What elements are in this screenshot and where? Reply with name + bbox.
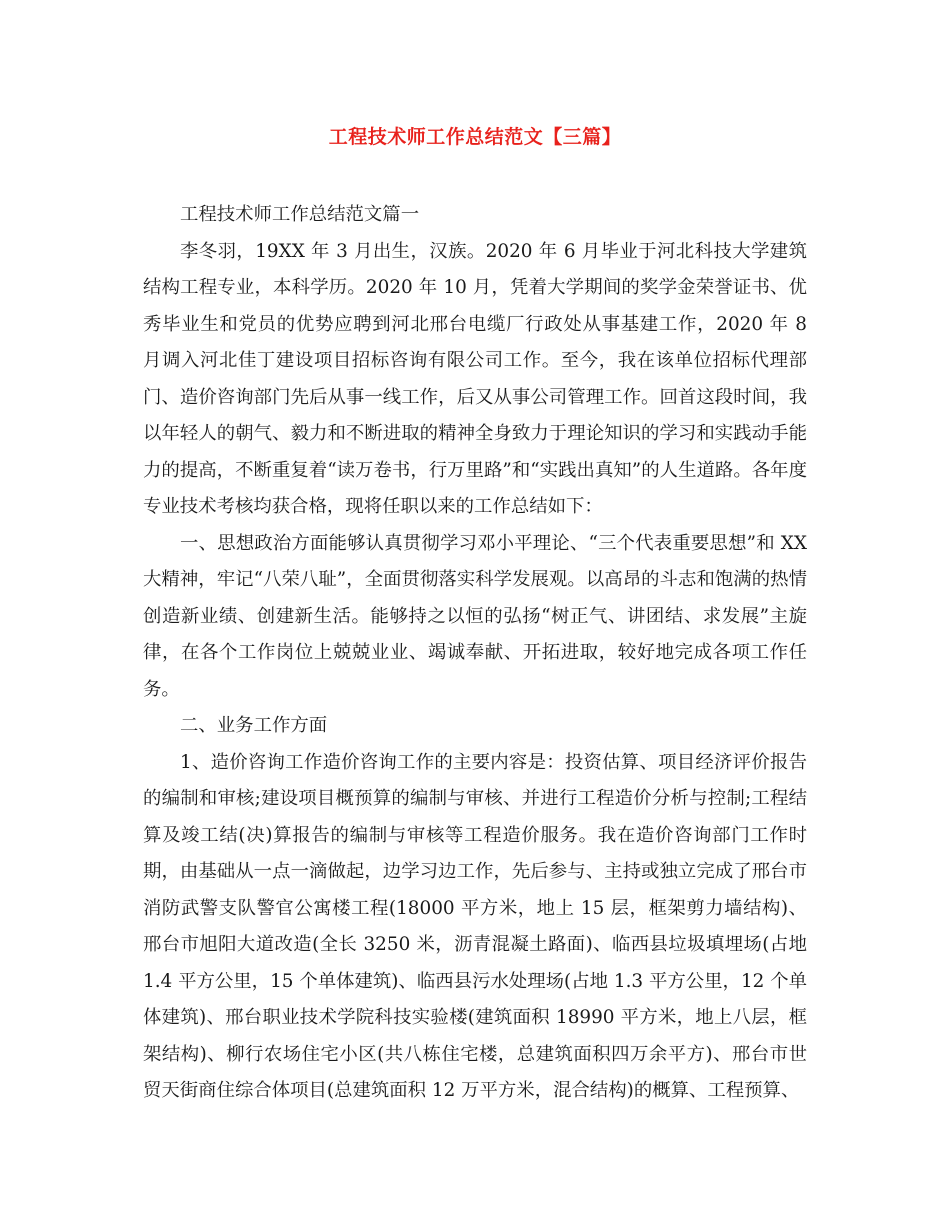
document-title: 工程技术师工作总结范文【三篇】 — [328, 126, 622, 148]
section-heading: 工程技术师工作总结范文篇一 — [180, 204, 420, 225]
document-body — [143, 197, 807, 1110]
paragraph-cost-consulting: 1、造价咨询工作造价咨询工作的主要内容是：投资估算、项目经济评价报告的编制和审核;建设项目概预算的编制与审核、并进行工程造价分析与控制;工程结算及竣工结(决)算报告的编制与审核等工程造价服务。我在造价咨询部门工作时期，由基础从一点一滴做起，边学习边工作，先后参与、主持或独立完成了邢台市消防武警支队警官公寓楼工程(18000 平方米，地上 15 层，框架剪力墙结构)、邢台市旭阳大道改造(全长 3250 米，沥青混凝土路面)、临西县垃圾填埋场(占地 1.4 平方公里，15 个单体建筑)、临西县污水处理场(占地 1.3 平方公里，12 个单体建筑)、邢台职业技术学院科技实验楼(建筑面积 18990 平方米，地上八层，框架结构)、柳行农场住宅小区(共八栋住宅楼，总建筑面积四万余平方)、邢台市世贸天街商住综合体项目(总建筑面积 12 万平方米，混合结构)的概算、工程预算、 — [143, 751, 807, 1101]
paragraph-intro: 李冬羽，19XX 年 3 月出生，汉族。2020 年 6 月毕业于河北科技大学建筑结构工程专业，本科学历。2020 年 10 月，凭着大学期间的奖学金荣誉证书、优秀毕业生和党员的优势应聘到河北邢台电缆厂行政处从事基建工作，2020 年 8 月调入河北佳丁建设项目招标咨询有限公司工作。至今，我在该单位招标代理部门、造价咨询部门先后从事一线工作，后又从事公司管理工作。回首这段时间，我以年轻人的朝气、毅力和不断进取的精神全身致力于理论知识的学习和实践动手能力的提高，不断重复着“读万卷书，行万里路”和“实践出真知”的人生道路。各年度专业技术考核均获合格，现将任职以来的工作总结如下： — [143, 240, 807, 517]
paragraph-political: 一、思想政治方面能够认真贯彻学习邓小平理论、“三个代表重要思想”和 XX 大精神，牢记“八荣八耻”，全面贯彻落实科学发展观。以高昂的斗志和饱满的热情创造新业绩、创建新生活。能够持之以恒的弘扬“树正气、讲团结、求发展”主旋律，在各个工作岗位上兢兢业业、竭诚奉献、开拓进取，较好地完成各项工作任务。 — [143, 532, 807, 700]
subheading-business: 二、业务工作方面 — [180, 715, 328, 736]
